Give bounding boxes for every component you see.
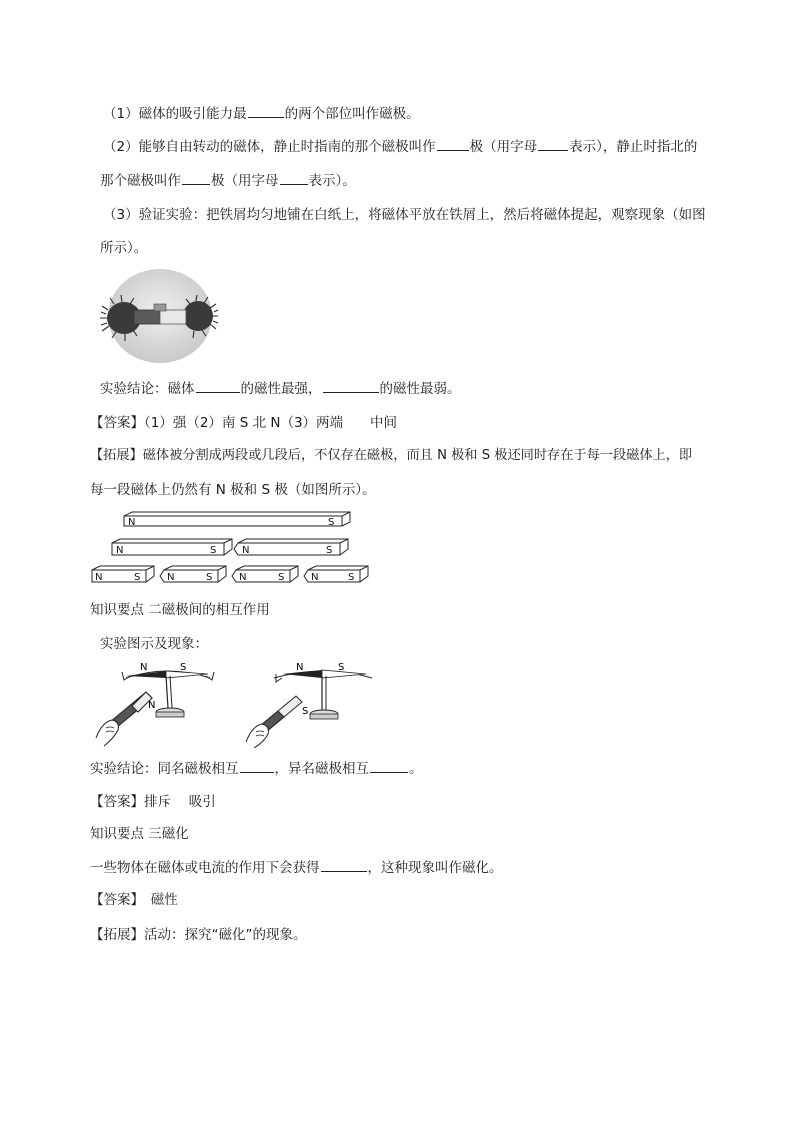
conclusion-1-text-a: 实验结论：磁体 bbox=[100, 381, 195, 397]
q1-text-b: 的两个部位叫作磁极。 bbox=[284, 106, 420, 122]
conclusion-2-text-c: 。 bbox=[409, 761, 423, 777]
pole-label-n: N bbox=[95, 572, 103, 583]
needle-label-n: N bbox=[296, 662, 304, 673]
pole-label-n: N bbox=[311, 572, 319, 583]
conclusion-1-text-c: 的磁性最弱。 bbox=[379, 381, 461, 397]
pole-label-n: N bbox=[167, 572, 175, 583]
magnet-dark-half bbox=[134, 310, 160, 324]
pole-label-s: S bbox=[278, 572, 285, 583]
q2b-text-b: 极（用字母 bbox=[211, 173, 279, 189]
needle-label-n: N bbox=[140, 662, 148, 673]
pole-label-n: N bbox=[116, 545, 124, 556]
extension-1-line-2: 每一段磁体上仍然有 N 极和 S 极（如图所示）。 bbox=[90, 482, 376, 498]
conclusion-2 bbox=[90, 758, 423, 779]
extension-3: 【拓展】活动：探究“磁化”的现象。 bbox=[90, 927, 307, 943]
answer-blank[interactable] bbox=[182, 170, 210, 185]
compass-repel bbox=[96, 662, 214, 746]
magnet-iron-filings-figure bbox=[98, 268, 220, 364]
q2b-text-a: 那个磁极叫作 bbox=[100, 173, 181, 189]
cut-magnets-figure bbox=[88, 510, 373, 588]
hand-with-magnet bbox=[246, 696, 302, 748]
answer-blank[interactable] bbox=[321, 857, 367, 872]
answer-blank[interactable] bbox=[280, 170, 308, 185]
conclusion-2-text-a: 实验结论：同名磁极相互 bbox=[90, 761, 239, 777]
pole-label-n: N bbox=[239, 572, 247, 583]
q2b-text-c: 表示）。 bbox=[308, 173, 356, 189]
conclusion-1-text-b: 的磁性最强， bbox=[240, 381, 322, 397]
hand-with-magnet bbox=[96, 692, 152, 746]
magnet-end-label-s: S bbox=[302, 706, 309, 717]
q2-text-c: 表示），静止时指北的 bbox=[569, 139, 698, 155]
section-3-text-a: 一些物体在磁体或电流的作用下会获得 bbox=[90, 860, 320, 876]
answer-blank[interactable] bbox=[248, 103, 284, 118]
q1-text-a: （1）磁体的吸引能力最 bbox=[103, 106, 247, 122]
question-1 bbox=[103, 103, 420, 124]
pole-label-s: S bbox=[328, 517, 335, 528]
pole-label-s: S bbox=[326, 545, 333, 556]
needle-label-s: S bbox=[180, 662, 187, 673]
question-2 bbox=[103, 136, 697, 157]
answer-blank[interactable] bbox=[437, 136, 469, 151]
pole-label-s: S bbox=[348, 572, 355, 583]
needle-label-s: S bbox=[338, 662, 345, 673]
magnet-end-label-n: N bbox=[148, 700, 156, 711]
section-3-title: 知识要点 三磁化 bbox=[90, 826, 189, 842]
magnetization-definition bbox=[90, 857, 503, 878]
section-2-figure-caption: 实验图示及现象： bbox=[100, 636, 208, 652]
answer-blank[interactable] bbox=[370, 758, 408, 773]
section-2-title: 知识要点 二磁极间的相互作用 bbox=[90, 602, 270, 618]
q2-text-a: （2）能够自由转动的磁体，静止时指南的那个磁极叫作 bbox=[103, 139, 436, 155]
pole-label-s: S bbox=[206, 572, 213, 583]
answer-1: 【答案】（1）强（2）南 S 北 N（3）两端 中间 bbox=[90, 415, 398, 431]
magnet-whole bbox=[124, 512, 350, 526]
question-2-continued bbox=[100, 170, 356, 191]
extension-1-line-1: 【拓展】磁体被分割成两段或几段后，不仅存在磁极，而且 N 极和 S 极还同时存在于每一段磁体上，即 bbox=[90, 448, 693, 463]
answer-3: 【答案】 磁性 bbox=[90, 892, 178, 908]
answer-blank[interactable] bbox=[240, 758, 274, 773]
answer-blank[interactable] bbox=[538, 136, 568, 151]
magnet-light-half bbox=[160, 310, 186, 324]
pole-label-s: S bbox=[210, 545, 217, 556]
question-3-continued: 所示）。 bbox=[100, 240, 148, 256]
conclusion-2-text-b: ，异名磁极相互 bbox=[274, 761, 369, 777]
answer-2: 【答案】排斥 吸引 bbox=[90, 794, 216, 810]
section-3-text-b: ，这种现象叫作磁化。 bbox=[367, 860, 503, 876]
pole-label-n: N bbox=[128, 517, 136, 528]
compass-attract bbox=[246, 662, 372, 748]
q2-text-b: 极（用字母 bbox=[469, 139, 538, 155]
pole-label-n: N bbox=[242, 545, 250, 556]
answer-blank[interactable] bbox=[196, 378, 240, 393]
question-3: （3）验证实验：把铁屑均匀地铺在白纸上，将磁体平放在铁屑上，然后将磁体提起，观察现象（如图 bbox=[103, 207, 706, 223]
conclusion-1 bbox=[100, 378, 461, 399]
compass-interaction-figure bbox=[88, 656, 388, 748]
pole-label-s: S bbox=[134, 572, 141, 583]
magnet-handle bbox=[154, 304, 166, 311]
answer-blank[interactable] bbox=[323, 378, 379, 393]
